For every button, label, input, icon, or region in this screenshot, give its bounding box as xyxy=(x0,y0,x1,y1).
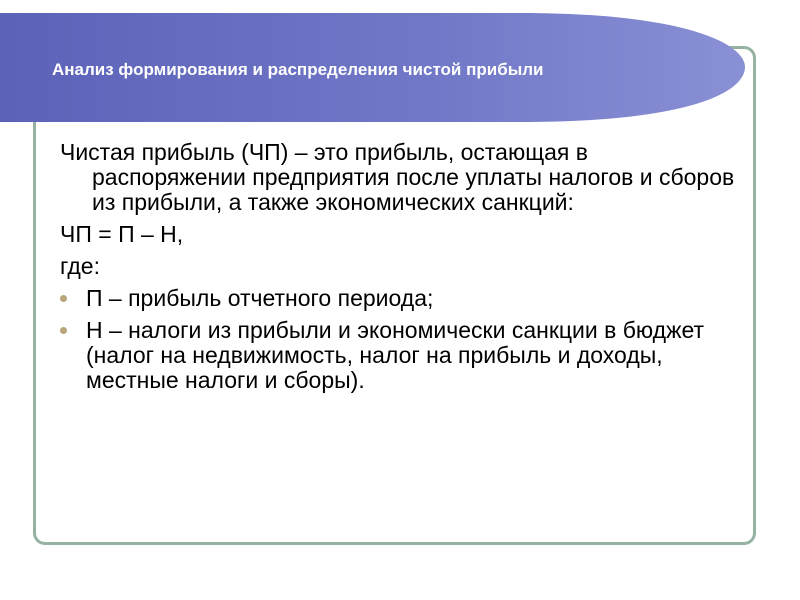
slide-title: Анализ формирования и распределения чистой прибыли xyxy=(52,60,544,79)
bullet-item xyxy=(60,286,740,311)
bullet-dot-icon xyxy=(60,295,67,302)
bullet-text: Н – налоги из прибыли и экономически санкции в бюджет (налог на недвижимость, налог на прибыль и доходы, местные налоги и сборы). xyxy=(86,317,705,393)
slide-body xyxy=(60,140,740,400)
definition-text: Чистая прибыль (ЧП) – это прибыль, остающая в распоряжении предприятия после уплаты налогов и сборов из прибыли, а также экономических санкций: xyxy=(60,139,735,215)
formula-text: ЧП = П – Н, xyxy=(60,221,184,247)
bullet-item xyxy=(60,318,740,393)
bullet-text: П – прибыль отчетного периода; xyxy=(86,285,434,311)
where-text: где: xyxy=(60,253,100,279)
bullet-dot-icon xyxy=(60,327,67,334)
